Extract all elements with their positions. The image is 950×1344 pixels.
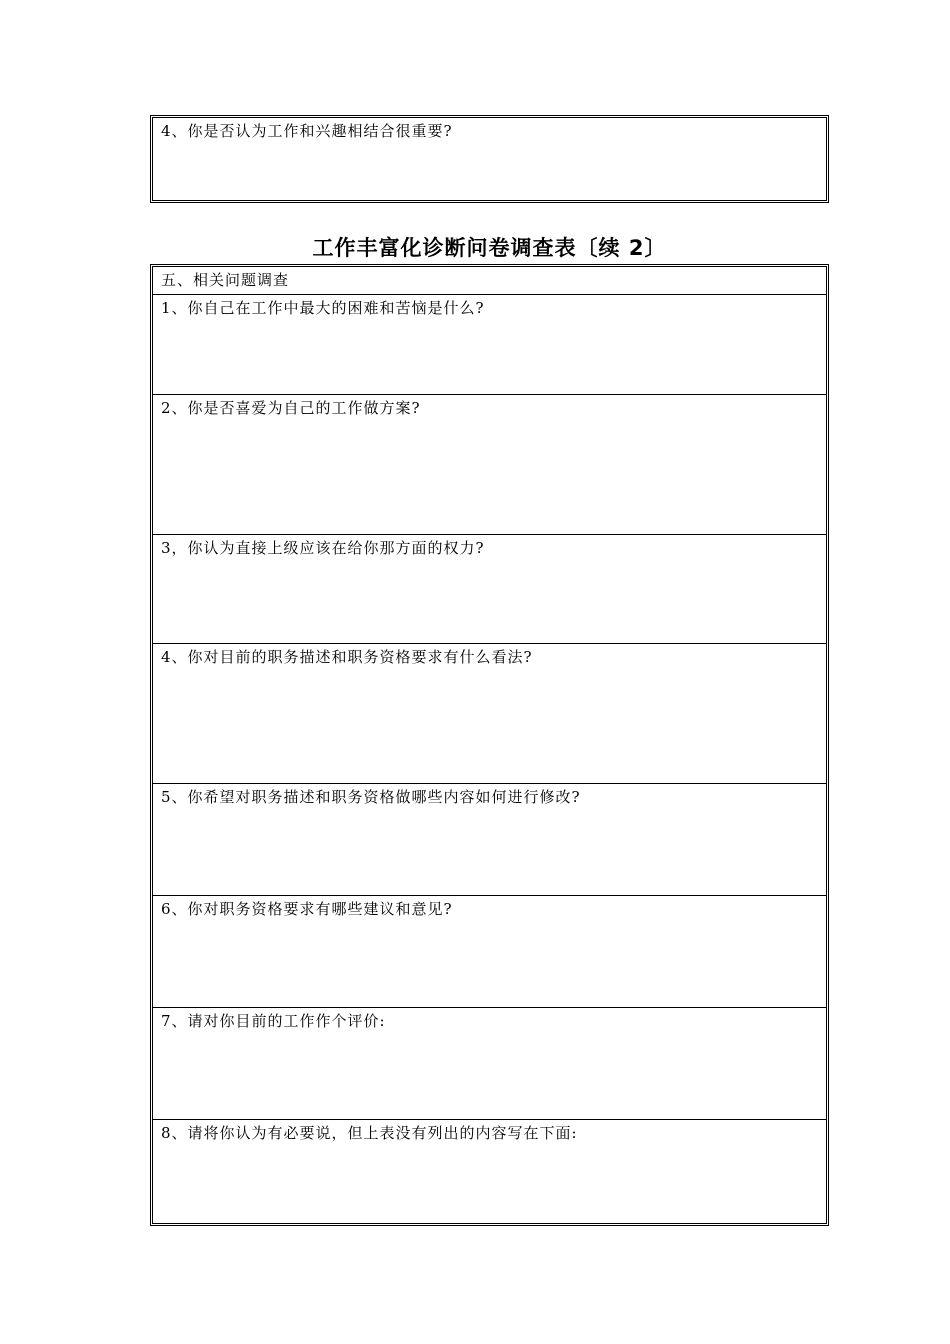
question-label: 6、你对职务资格要求有哪些建议和意见? bbox=[161, 900, 453, 918]
answer-box-q8[interactable] bbox=[153, 1119, 826, 1223]
section-header-row bbox=[153, 267, 826, 294]
answer-box-q4[interactable] bbox=[153, 643, 826, 783]
answer-box-q3[interactable] bbox=[153, 534, 826, 643]
previous-questionnaire-table bbox=[150, 115, 829, 203]
answer-box-q2[interactable] bbox=[153, 394, 826, 534]
answer-box-q7[interactable] bbox=[153, 1007, 826, 1119]
answer-box-q1[interactable] bbox=[153, 294, 826, 394]
question-label: 8、请将你认为有必要说，但上表没有列出的内容写在下面: bbox=[161, 1124, 578, 1142]
question-label: 4、你对目前的职务描述和职务资格要求有什么看法? bbox=[161, 648, 533, 666]
question-label: 2、你是否喜爱为自己的工作做方案? bbox=[161, 399, 421, 417]
question-label: 5、你希望对职务描述和职务资格做哪些内容如何进行修改? bbox=[161, 788, 581, 806]
answer-box-q5[interactable] bbox=[153, 783, 826, 895]
section-header: 五、相关问题调查 bbox=[161, 271, 290, 289]
question-label: 7、请对你目前的工作作个评价: bbox=[161, 1012, 386, 1030]
question-label: 3，你认为直接上级应该在给你那方面的权力? bbox=[161, 539, 485, 557]
page-title: 工作丰富化诊断问卷调查表〔续 2〕 bbox=[312, 236, 667, 260]
answer-box-q6[interactable] bbox=[153, 895, 826, 1007]
answer-box-previous-q4[interactable] bbox=[153, 118, 826, 200]
questionnaire-table bbox=[150, 264, 829, 1226]
question-label: 4、你是否认为工作和兴趣相结合很重要? bbox=[161, 122, 453, 140]
question-label: 1、你自己在工作中最大的困难和苦恼是什么? bbox=[161, 299, 485, 317]
